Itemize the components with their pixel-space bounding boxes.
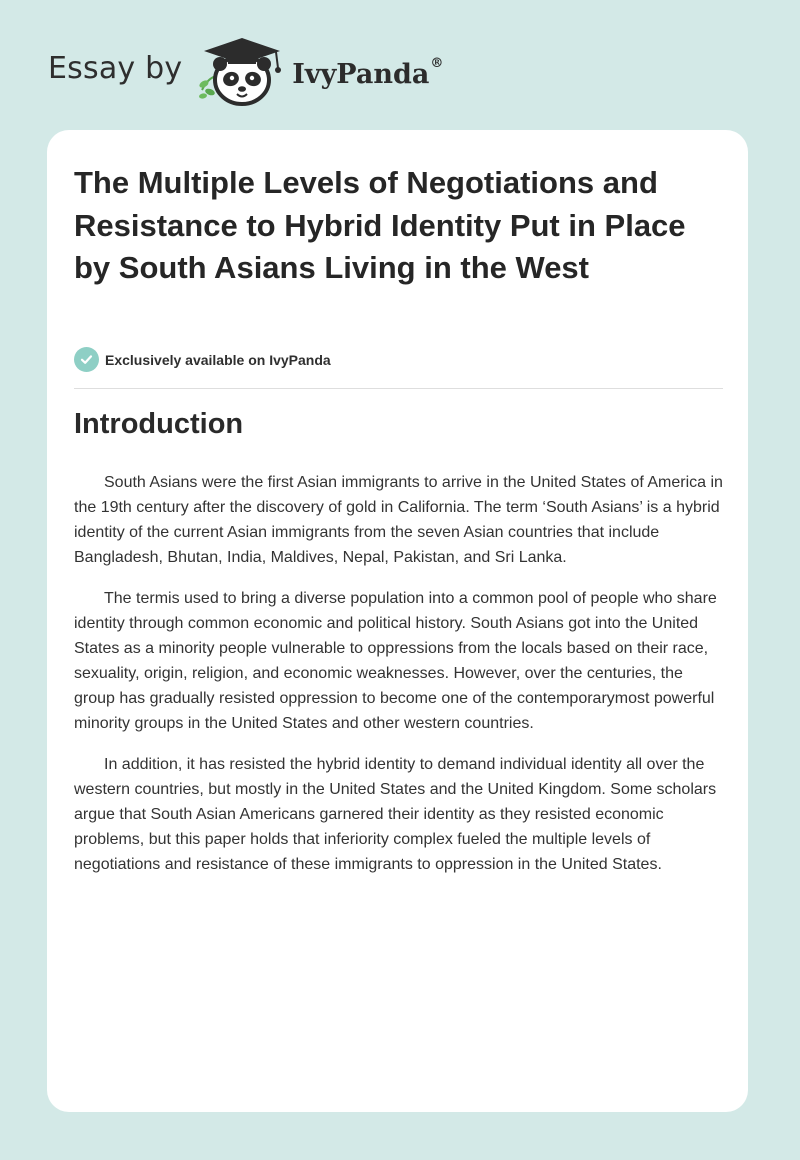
essay-card — [47, 130, 748, 1112]
exclusive-badge-text: Exclusively available on IvyPanda — [105, 351, 331, 368]
title-divider — [74, 388, 723, 389]
essay-title: The Multiple Levels of Negotiations and Resistance to Hybrid Identity Put in Place by South Asians Living in the West — [74, 165, 686, 285]
paragraph: In addition, it has resisted the hybrid identity to demand individual identity all over the western countries, but mostly in the United States and the United Kingdom. Some scholars argue that South Asian Americans garnered their identity as they resisted economic problems, but this paper holds that inferiority complex fueled the multiple levels of negotiations and resistance of these immigrants to oppression in the United States. — [74, 756, 717, 873]
paragraph: South Asians were the first Asian immigrants to arrive in the United States of America in the 19th century after the discovery of gold in California. The term ‘South Asians’ is a hybrid identity of the current Asian immigrants from the seven Asian countries that include Bangladesh, Bhutan, India, Maldives, Nepal, Pakistan, and Sri Lanka. — [74, 474, 723, 566]
check-icon — [74, 347, 99, 372]
site-header — [48, 34, 443, 110]
paragraph: The termis used to bring a diverse population into a common pool of people who share identity through common economic and political history. South Asians got into the United States as a minority people vulnerable to oppressions from the locals based on their race, sexuality, origin, religion, and economic weaknesses. However, over the centuries, the group has gradually resisted oppression to become one of the contemporarymost powerful minority groups in the United States and other western countries. — [74, 590, 717, 732]
essay-body — [74, 470, 723, 893]
section-heading-introduction: Introduction — [74, 408, 244, 440]
brand-name-text: IvyPanda — [292, 58, 430, 90]
essay-by-label: Essay by — [48, 50, 183, 86]
registered-mark: ® — [430, 55, 444, 71]
brand-name[interactable] — [292, 55, 444, 90]
panda-logo-icon[interactable] — [196, 34, 286, 110]
exclusive-badge — [74, 347, 331, 372]
